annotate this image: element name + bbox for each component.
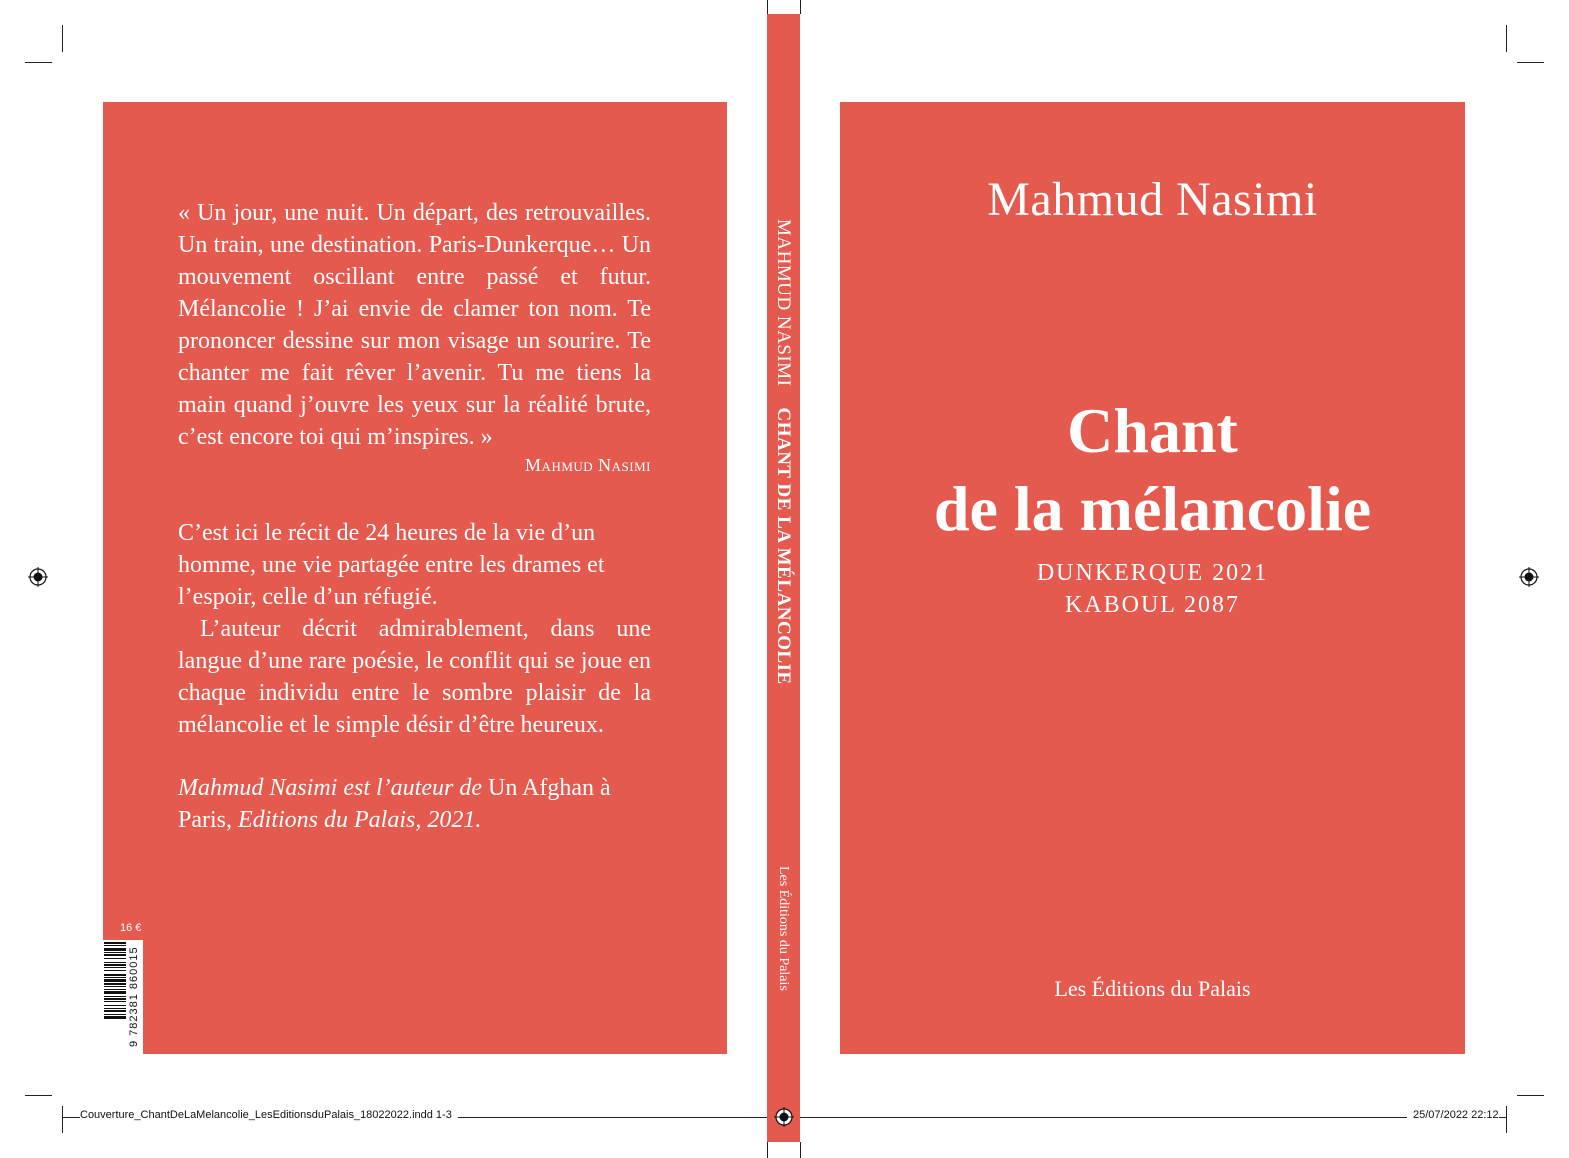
barcode-bar (104, 970, 126, 971)
barcode-bar (104, 945, 126, 946)
bio-text: Editions du Palais, 2021. (238, 807, 482, 833)
barcode-bar (104, 986, 126, 987)
barcode-bar (104, 1014, 126, 1015)
spine-publisher: Les Éditions du Palais (776, 866, 791, 991)
crop-mark (800, 1142, 801, 1158)
description-paragraph: C’est ici le récit de 24 heures de la vie d’un homme, une vie partagée entre les drames et l’espoir, celle d’un réfugié. (178, 520, 605, 610)
subtitle-line: KABOUL 2087 (1064, 592, 1241, 618)
barcode-bar (104, 977, 126, 978)
back-cover (103, 102, 727, 1054)
crop-mark (62, 1106, 63, 1133)
crop-mark (1506, 25, 1507, 52)
crop-mark (1517, 1095, 1544, 1096)
barcode (103, 940, 143, 1054)
front-publisher: Les Éditions du Palais (1054, 976, 1251, 1001)
barcode-icon (104, 940, 128, 1054)
back-quote: « Un jour, une nuit. Un départ, des retrouvailles. Un train, une destination. Paris-Dunkerque… Un mouvement oscillant entre passé et futur. Mélancolie ! J’ai envie de clamer ton nom. Te prononcer dessine sur mon visage un sourire. Te chanter me fait rêver l’avenir. Tu me tiens la main quand j’ouvre les yeux sur la réalité brute, c’est encore toi qui m’inspires. » (178, 200, 651, 450)
barcode-bar (104, 964, 126, 966)
title-line: Chant (1067, 395, 1238, 466)
barcode-bar (104, 996, 126, 997)
crop-mark (800, 0, 801, 14)
barcode-bar (104, 989, 126, 990)
barcode-bar (104, 1008, 126, 1009)
bio-book-title: Un Afghan à Paris, (178, 775, 611, 833)
barcode-bar (104, 1010, 126, 1012)
barcode-bar (104, 954, 126, 956)
bio-text: Mahmud Nasimi est l’auteur de (178, 775, 482, 801)
isbn-number: 9 782381 860015 (128, 946, 140, 1048)
slug-divider (800, 1117, 1506, 1118)
registration-mark-icon (1519, 567, 1539, 587)
registration-mark-icon (28, 567, 48, 587)
slug-filename: Couverture_ChantDeLaMelancolie_LesEditionsduPalais_18022022.indd 1-3 (80, 1109, 458, 1121)
crop-mark (767, 0, 768, 14)
barcode-bar (104, 948, 126, 951)
barcode-bar (104, 979, 126, 982)
front-subtitle (840, 557, 1465, 621)
barcode-bar (104, 962, 126, 963)
barcode-bar (104, 991, 126, 994)
front-cover (840, 102, 1465, 1054)
subtitle-line: DUNKERQUE 2021 (1036, 560, 1269, 586)
front-author: Mahmud Nasimi (987, 173, 1318, 226)
barcode-bar (104, 998, 126, 1000)
barcode-bar (104, 1005, 126, 1006)
crop-mark (1517, 62, 1544, 63)
registration-mark-icon (774, 1107, 794, 1127)
barcode-bar (104, 967, 126, 968)
quote-author: Mahmud Nasimi (525, 455, 651, 475)
back-description (178, 517, 651, 741)
barcode-bar (104, 1016, 126, 1019)
barcode-bar (104, 1001, 126, 1002)
barcode-bar (104, 974, 126, 976)
crop-mark (25, 62, 52, 63)
crop-mark (62, 25, 63, 52)
barcode-bar (104, 983, 126, 985)
author-bio (178, 772, 658, 836)
spine-title (767, 219, 800, 699)
slug-datetime: 25/07/2022 22:12 (1407, 1109, 1499, 1121)
spine-book-title: CHANT DE LA MÉLANCOLIE (773, 407, 794, 685)
description-paragraph: L’auteur décrit admirablement, dans une langue d’une rare poésie, le conflit qui se joue en chaque individu entre le sombre plaisir de la mélancolie et le simple désir d’être heureux. (178, 616, 651, 738)
barcode-bar (104, 942, 126, 944)
crop-mark (767, 1142, 768, 1158)
barcode-bar (104, 958, 126, 959)
crop-mark (1506, 1106, 1507, 1133)
spine (767, 14, 800, 1142)
barcode-bar (104, 952, 126, 953)
title-line: de la mélancolie (933, 473, 1372, 544)
price-label: 16 € (120, 922, 142, 934)
spine-author: MAHMUD NASIMI (773, 219, 794, 387)
front-title (840, 392, 1465, 548)
crop-mark (25, 1095, 52, 1096)
